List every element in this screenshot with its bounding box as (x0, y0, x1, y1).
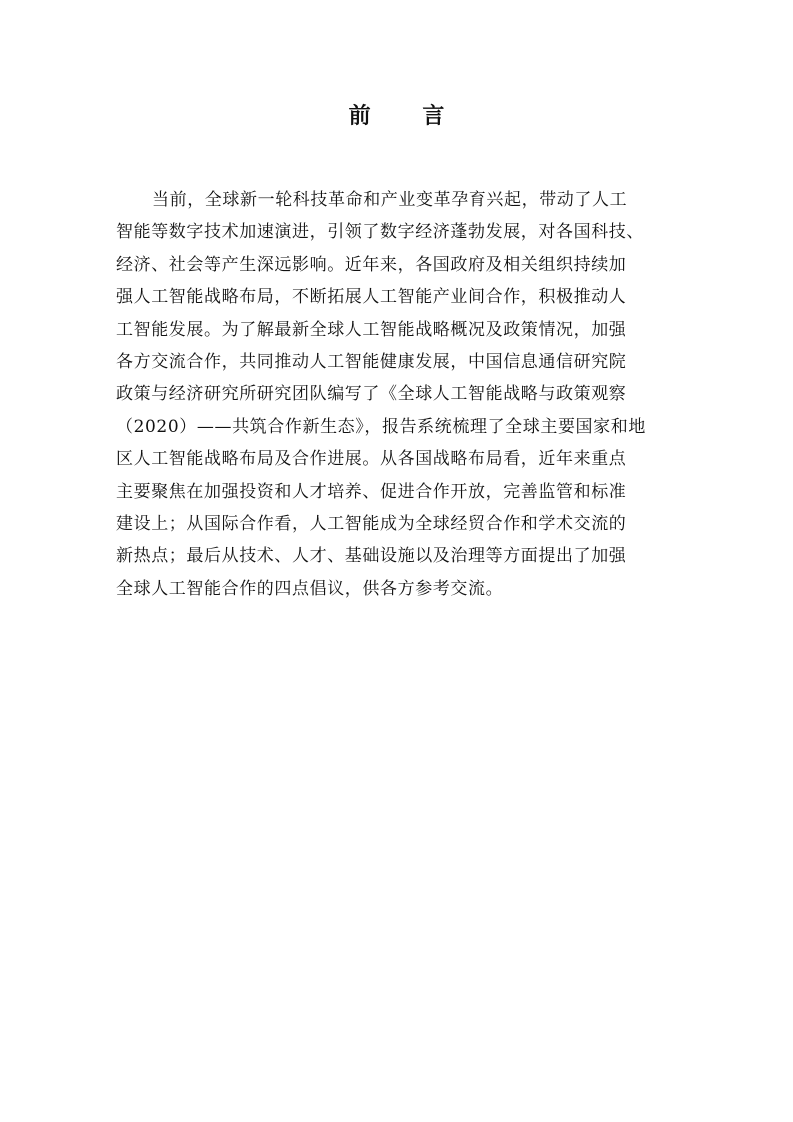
paragraph-line: 政策与经济研究所研究团队编写了《全球人工智能战略与政策观察 (116, 384, 627, 405)
paragraph-line: 新热点；最后从技术、人才、基础设施以及治理等方面提出了加强 (116, 546, 627, 567)
paragraph-line: 区人工智能战略布局及合作进展。从各国战略布局看，近年来重点 (116, 449, 627, 470)
page-title: 前 言 (348, 104, 467, 129)
paragraph-line: 工智能发展。为了解最新全球人工智能战略概况及政策情况，加强 (116, 319, 627, 340)
paragraph-line: （2020）——共筑合作新生态》，报告系统梳理了全球主要国家和地 (116, 416, 646, 437)
paragraph-line: 全球人工智能合作的四点倡议，供各方参考交流。 (116, 578, 504, 599)
paragraph-line: 强人工智能战略布局，不断拓展人工智能产业间合作，积极推动人 (116, 287, 627, 308)
paragraph-line: 各方交流合作，共同推动人工智能健康发展，中国信息通信研究院 (116, 351, 627, 372)
paragraph-line: 主要聚焦在加强投资和人才培养、促进合作开放，完善监管和标准 (116, 481, 627, 502)
paragraph-line: 智能等数字技术加速演进，引领了数字经济蓬勃发展，对各国科技、 (116, 222, 644, 243)
paragraph-line: 经济、社会等产生深远影响。近年来，各国政府及相关组织持续加 (116, 254, 627, 275)
preface-paragraph (116, 184, 676, 605)
paragraph-line: 建设上；从国际合作看，人工智能成为全球经贸合作和学术交流的 (116, 513, 627, 534)
paragraph-line: 当前，全球新一轮科技革命和产业变革孕育兴起，带动了人工 (152, 190, 628, 210)
